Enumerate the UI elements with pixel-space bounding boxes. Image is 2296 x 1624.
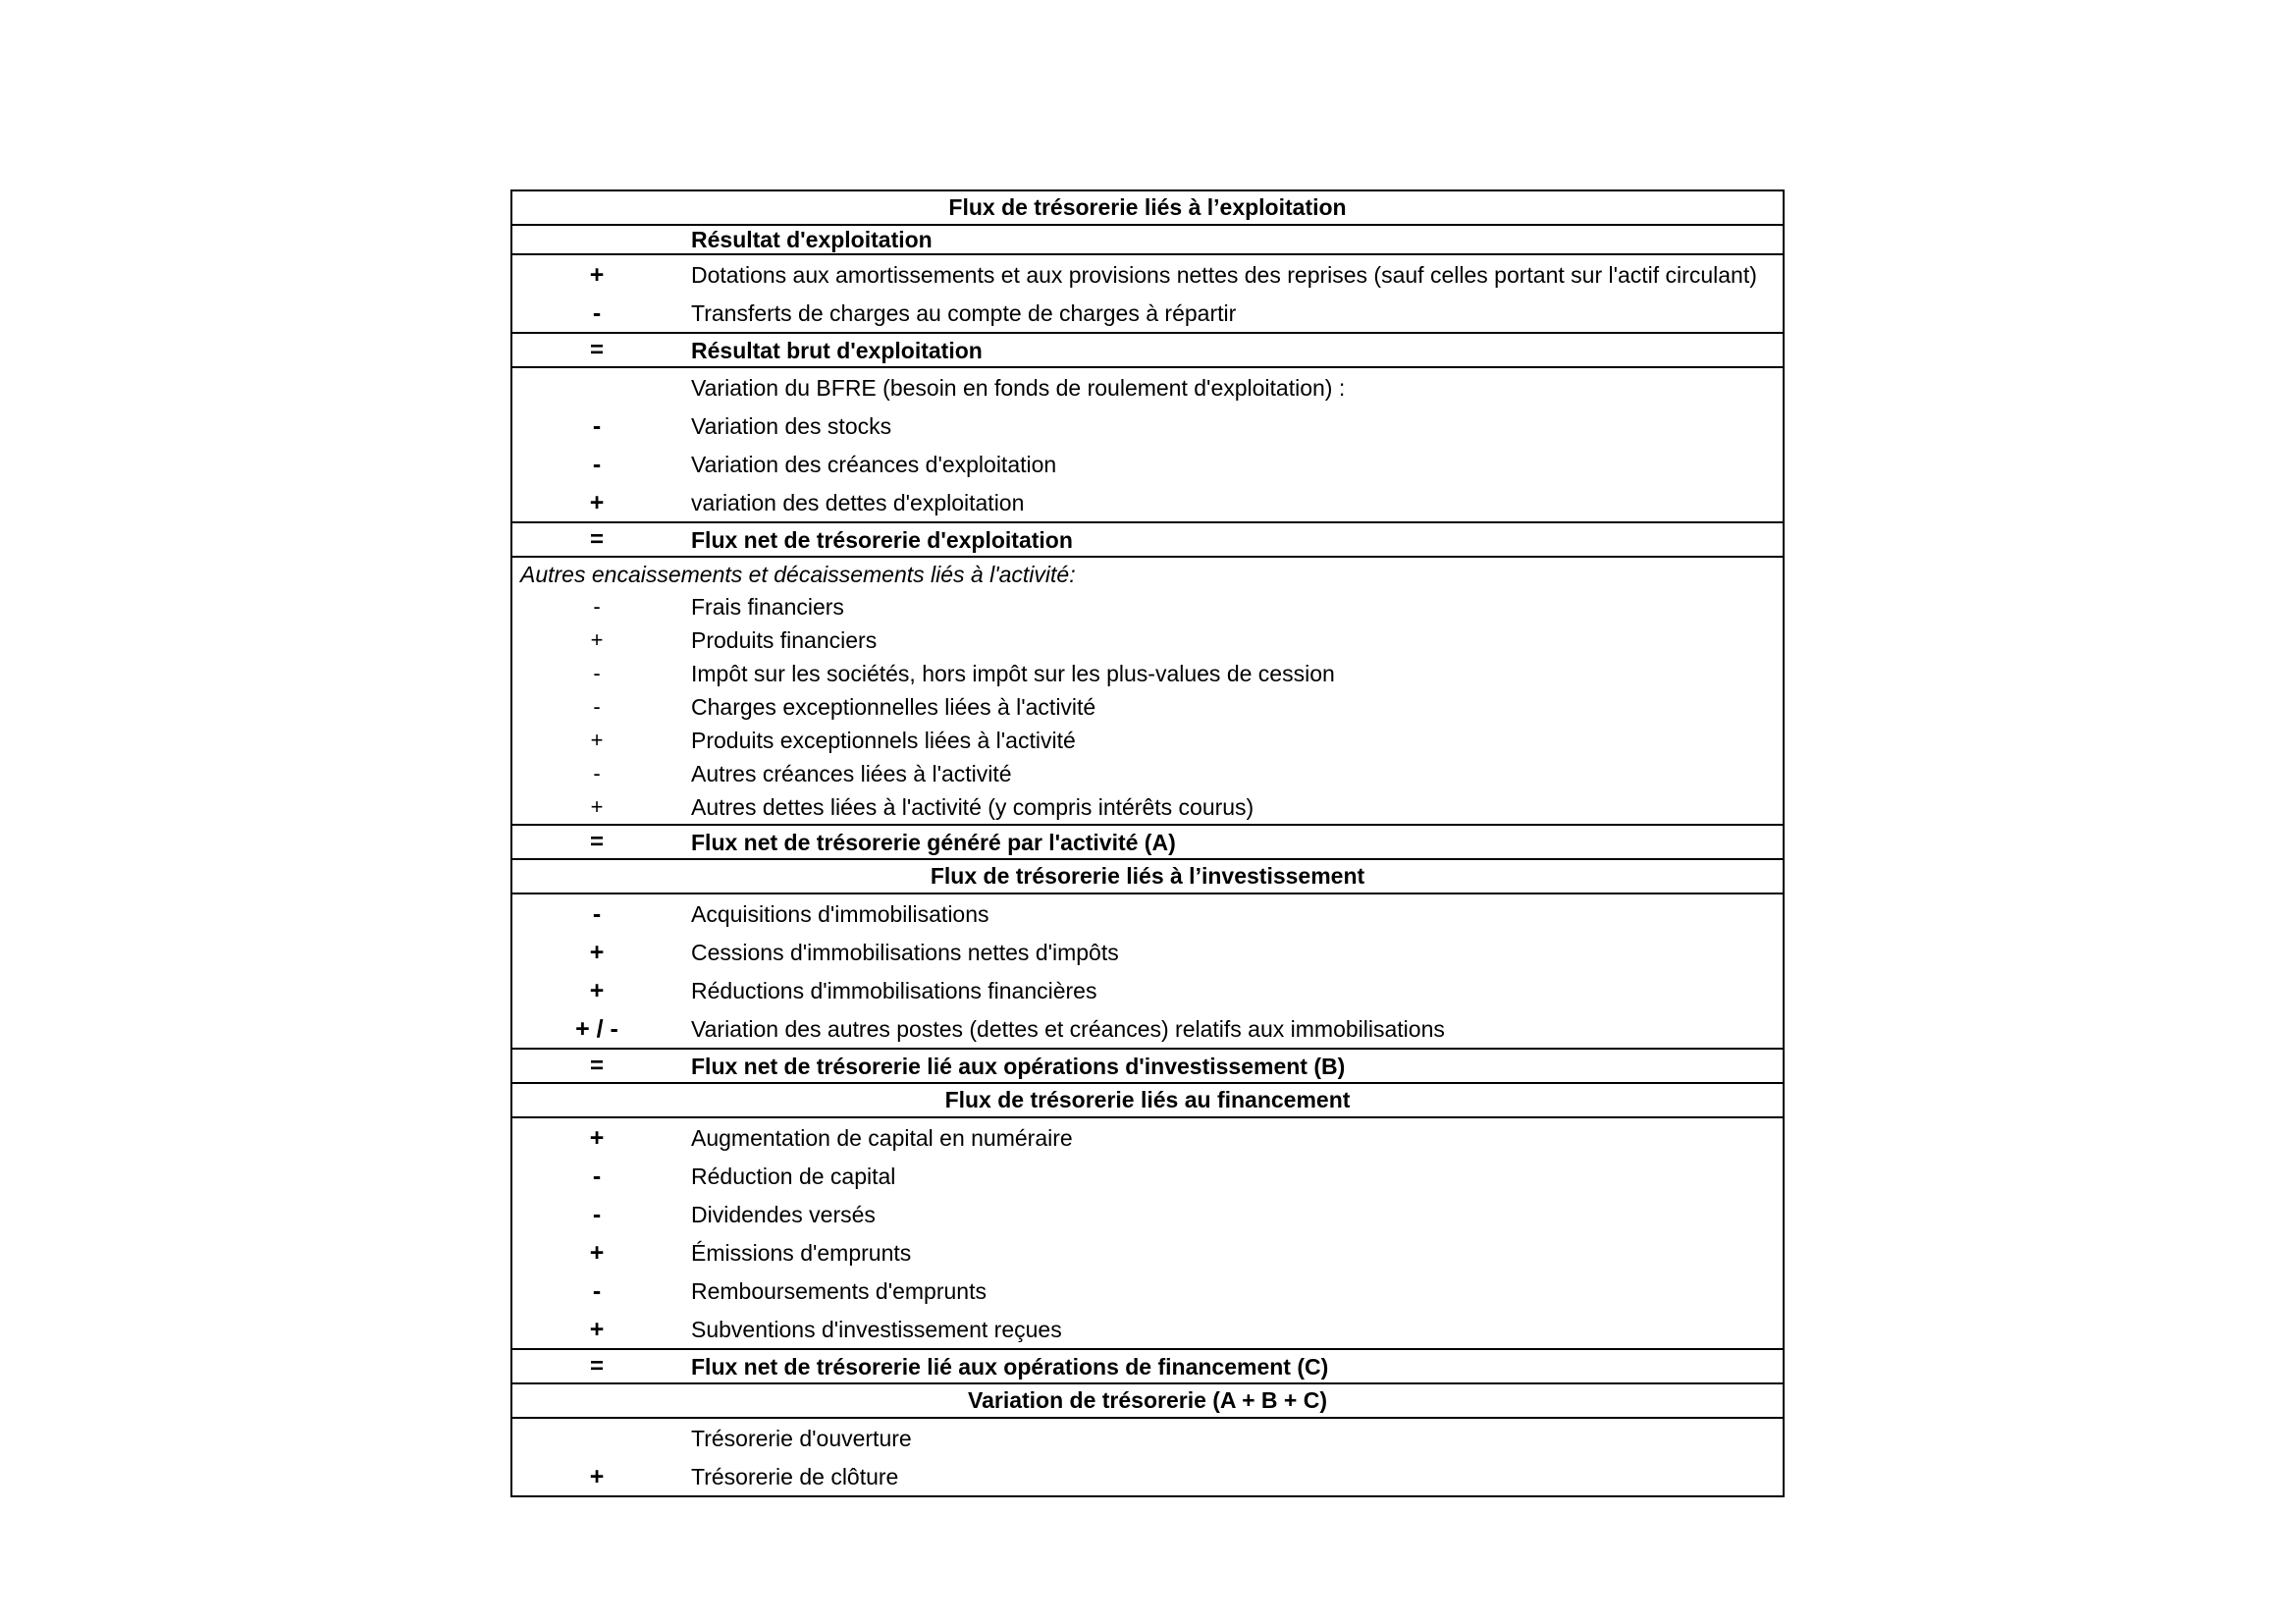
operator-cell: +: [589, 976, 605, 1004]
operator-cell: [512, 1421, 681, 1455]
label-cell: Frais financiers: [691, 594, 844, 620]
line-item-row: [512, 971, 1783, 1009]
operator-cell: +: [589, 260, 605, 289]
label-cell: Charges exceptionnelles liées à l'activité: [691, 694, 1096, 720]
line-item-row: [512, 690, 1783, 724]
label-cell: Flux net de trésorerie d'exploitation: [691, 526, 1073, 553]
operator-cell: +: [590, 794, 604, 819]
operator-cell: +: [589, 1315, 605, 1343]
label-cell: Trésorerie de clôture: [691, 1463, 899, 1489]
operator-cell: -: [592, 1200, 602, 1228]
operator-cell: =: [589, 1052, 604, 1079]
label-cell: Transferts de charges au compte de charges à répartir: [691, 299, 1237, 326]
label-cell: Autres créances liées à l'activité: [691, 761, 1012, 786]
label-cell: Résultat brut d'exploitation: [691, 337, 983, 363]
operator-cell: -: [592, 1276, 602, 1305]
label-cell: Dividendes versés: [691, 1201, 876, 1227]
operator-cell: [512, 370, 681, 405]
group-financement: [512, 1116, 1783, 1348]
label-cell: Flux net de trésorerie lié aux opérations de financement (C): [691, 1353, 1329, 1380]
line-item-row: [512, 894, 1783, 933]
line-item-row: [512, 1272, 1783, 1310]
operator-cell: -: [593, 694, 601, 719]
line-item-row: [512, 368, 1783, 406]
operator-cell: -: [593, 761, 601, 785]
line-item-row: [512, 1310, 1783, 1348]
section-header-financement: Flux de trésorerie liés au financement: [512, 1082, 1783, 1116]
line-item-row: [512, 255, 1783, 294]
label-cell: variation des dettes d'exploitation: [691, 489, 1025, 515]
group-exploitation-adjustments: [512, 253, 1783, 332]
line-item-row: [512, 933, 1783, 971]
line-item-row: [512, 1195, 1783, 1233]
operator-cell: -: [593, 661, 601, 685]
label-cell: Variation des créances d'exploitation: [691, 451, 1057, 477]
total-row-resultat-brut: [512, 332, 1783, 366]
operator-cell: +: [590, 627, 604, 652]
label-cell: Augmentation de capital en numéraire: [691, 1124, 1073, 1151]
line-item-row: [512, 1233, 1783, 1272]
line-item-row: [512, 294, 1783, 332]
operator-cell: -: [592, 1162, 602, 1190]
group-variation-bfre: [512, 366, 1783, 521]
operator-cell: -: [592, 450, 602, 478]
line-item-row: [512, 623, 1783, 657]
label-cell: Émissions d'emprunts: [691, 1239, 912, 1266]
label-cell: Variation des autres postes (dettes et créances) relatifs aux immobilisations: [691, 1015, 1445, 1042]
label-cell: Cessions d'immobilisations nettes d'impôts: [691, 939, 1119, 965]
operator-cell: +: [589, 1462, 605, 1490]
label-cell: Autres dettes liées à l'activité (y compris intérêts courus): [691, 794, 1255, 820]
operator-cell: + / -: [575, 1014, 618, 1043]
subheader-resultat-exploitation: Résultat d'exploitation: [512, 224, 1783, 253]
label-cell: Flux net de trésorerie lié aux opérations d'investissement (B): [691, 1053, 1346, 1079]
section-header-investissement: Flux de trésorerie liés à l’investissement: [512, 858, 1783, 893]
line-item-row: [512, 790, 1783, 824]
label-cell: Variation des stocks: [691, 412, 892, 439]
total-row-flux-net-activite-A: [512, 824, 1783, 858]
label-cell: Flux net de trésorerie généré par l'activité (A): [691, 829, 1176, 855]
operator-cell: -: [592, 899, 602, 928]
line-item-row: [512, 1157, 1783, 1195]
line-item-row: [512, 483, 1783, 521]
operator-cell: =: [589, 828, 604, 855]
operator-cell: +: [589, 938, 605, 966]
label-cell: Produits exceptionnels liées à l'activité: [691, 728, 1076, 753]
label-cell: Subventions d'investissement reçues: [691, 1316, 1062, 1342]
total-row-flux-net-exploitation: [512, 521, 1783, 556]
label-cell: Remboursements d'emprunts: [691, 1277, 987, 1304]
section-header-exploitation: Flux de trésorerie liés à l’exploitation: [948, 194, 1347, 220]
line-item-row: [512, 1457, 1783, 1495]
line-item-row: [512, 590, 1783, 623]
operator-cell: +: [589, 488, 605, 516]
total-row-flux-net-financement-C: [512, 1348, 1783, 1382]
operator-cell: +: [589, 1123, 605, 1152]
operator-cell: -: [592, 411, 602, 440]
label-cell: Acquisitions d'immobilisations: [691, 900, 989, 927]
operator-cell: -: [593, 594, 601, 619]
group-tresorerie: [512, 1417, 1783, 1495]
operator-cell: =: [589, 1352, 604, 1380]
label-cell: Trésorerie d'ouverture: [691, 1425, 912, 1451]
operator-cell: +: [590, 728, 604, 752]
group-autres-encaissements: [512, 556, 1783, 824]
group-investissement: [512, 893, 1783, 1048]
line-item-row: [512, 1419, 1783, 1457]
cash-flow-table: [510, 189, 1785, 1497]
label-cell: Impôt sur les sociétés, hors impôt sur les plus-values de cession: [691, 661, 1335, 686]
operator-cell: =: [589, 525, 604, 553]
operator-cell: =: [589, 336, 604, 363]
label-cell: Réductions d'immobilisations financières: [691, 977, 1097, 1003]
label-cell: Dotations aux amortissements et aux provisions nettes des reprises (sauf celles portant sur l'actif circulant): [691, 261, 1757, 288]
label-cell: Produits financiers: [691, 627, 878, 653]
operator-cell: +: [589, 1238, 605, 1267]
operator-cell: -: [592, 298, 602, 327]
label-cell: Réduction de capital: [691, 1163, 896, 1189]
line-item-row: [512, 1009, 1783, 1048]
line-item-row: [512, 757, 1783, 790]
line-item-row: [512, 406, 1783, 445]
line-item-row: [512, 724, 1783, 757]
line-item-row: [512, 657, 1783, 690]
total-row-flux-net-investissement-B: [512, 1048, 1783, 1082]
line-item-row: [512, 445, 1783, 483]
group-note: Autres encaissements et décaissements liés à l'activité:: [520, 561, 1076, 587]
section-header-variation-tresorerie: Variation de trésorerie (A + B + C): [512, 1382, 1783, 1417]
line-item-row: [512, 1118, 1783, 1157]
label-cell: Variation du BFRE (besoin en fonds de roulement d'exploitation) :: [691, 374, 1346, 401]
